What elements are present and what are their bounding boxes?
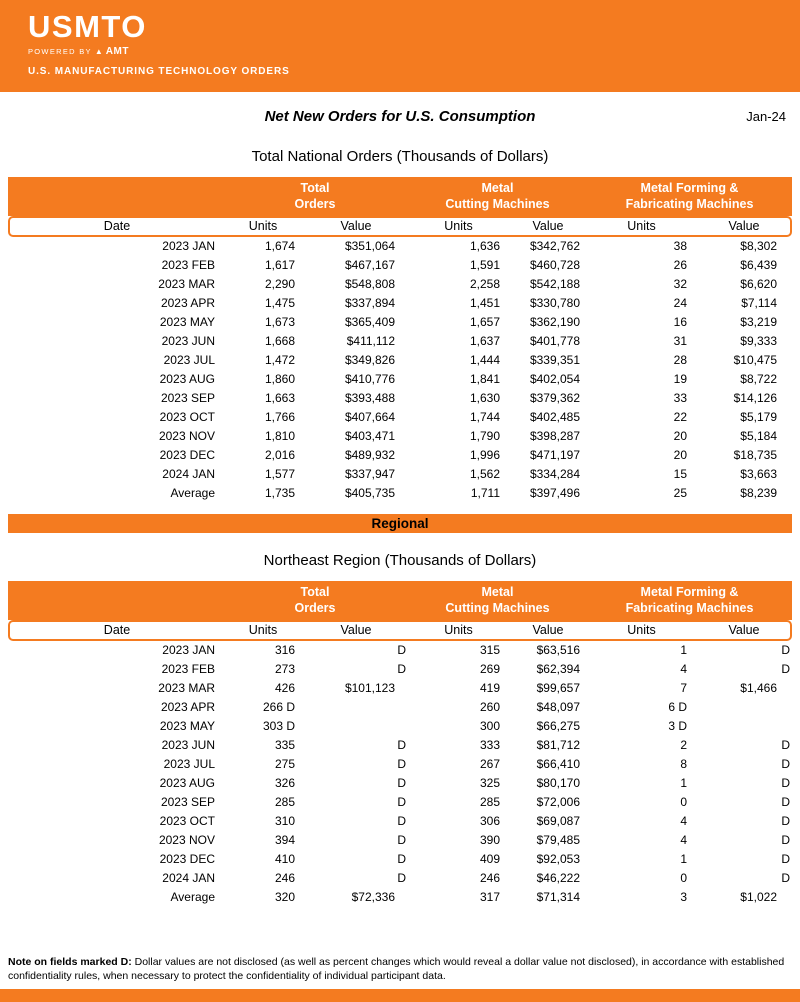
value-cell: 1,472	[264, 353, 295, 367]
value-cell: 285	[274, 795, 295, 809]
value-cell: $79,485	[536, 833, 580, 847]
value-cell: $410,776	[344, 372, 395, 386]
value-cell: 269	[479, 662, 500, 676]
value-cell: 315	[479, 643, 500, 657]
column-header: Value	[532, 623, 564, 637]
value-cell: 1,766	[264, 410, 295, 424]
group-header: Total Orders	[294, 181, 336, 211]
value-cell: $397,496	[529, 486, 580, 500]
value-cell	[300, 717, 408, 736]
usmto-logo: USMTO	[28, 9, 147, 44]
table-row	[8, 698, 792, 717]
value-cell: 16	[673, 315, 687, 329]
value-cell: D	[781, 871, 790, 885]
value-cell: $401,778	[529, 334, 580, 348]
value-cell: 267	[479, 757, 500, 771]
date-cell: 2023 JUL	[163, 353, 215, 367]
table-row	[8, 717, 792, 736]
table-row	[8, 237, 792, 256]
table-row	[8, 465, 792, 484]
value-cell: $10,475	[733, 353, 777, 367]
value-cell: 3	[680, 890, 687, 904]
value-cell: 1,475	[264, 296, 295, 310]
value-cell: $402,054	[529, 372, 580, 386]
value-cell: $8,239	[740, 486, 777, 500]
value-cell: $99,657	[536, 681, 580, 695]
value-cell: 419	[479, 681, 500, 695]
value-cell: D	[397, 871, 406, 885]
table-row	[8, 679, 792, 698]
column-header: Units	[627, 219, 656, 233]
date-cell: 2023 MAR	[158, 681, 215, 695]
value-cell: 1,674	[264, 239, 295, 253]
table-row	[8, 351, 792, 370]
date-cell: 2023 JUN	[161, 738, 215, 752]
value-cell: $8,722	[740, 372, 777, 386]
value-cell: 0	[680, 871, 687, 885]
value-cell: $8,302	[740, 239, 777, 253]
column-header: Value	[532, 219, 564, 233]
value-cell: 1,562	[469, 467, 500, 481]
value-cell: 306	[479, 814, 500, 828]
regional-band: Regional	[8, 514, 792, 533]
date-cell: Average	[170, 486, 215, 500]
value-cell: 1,591	[469, 258, 500, 272]
value-cell: $9,333	[740, 334, 777, 348]
value-cell: 1	[680, 776, 687, 790]
value-cell: 4	[680, 814, 687, 828]
value-cell: $349,826	[344, 353, 395, 367]
disclosure-note-text: Dollar values are not disclosed (as well as percent changes which would reveal a dollar value not disclosed), in accordance with established confidentiality rules, when necessary to protect the confidentiality of individual participant data.	[8, 955, 785, 983]
value-cell: D	[781, 852, 790, 866]
table-row	[8, 275, 792, 294]
date-cell: 2023 AUG	[159, 372, 215, 386]
value-cell: $471,197	[529, 448, 580, 462]
value-cell: 1,790	[469, 429, 500, 443]
value-cell: D	[397, 814, 406, 828]
value-cell: 300	[479, 719, 500, 733]
date-cell: 2023 JAN	[162, 643, 215, 657]
value-cell: 4	[680, 833, 687, 847]
value-cell: 25	[673, 486, 687, 500]
value-cell: D	[397, 852, 406, 866]
value-cell: 26	[673, 258, 687, 272]
table-row	[8, 888, 792, 907]
table-row	[8, 294, 792, 313]
disclosure-note	[8, 955, 792, 984]
value-cell: $467,167	[344, 258, 395, 272]
value-cell: $18,735	[733, 448, 777, 462]
value-cell: 8	[680, 757, 687, 771]
value-cell: 316	[274, 643, 295, 657]
value-cell: $5,184	[740, 429, 777, 443]
value-cell: 3 D	[668, 719, 687, 733]
value-cell: D	[781, 814, 790, 828]
masthead-tagline: U.S. MANUFACTURING TECHNOLOGY ORDERS	[28, 66, 290, 77]
value-cell: $63,516	[536, 643, 580, 657]
value-cell: 1,577	[264, 467, 295, 481]
value-cell: 335	[274, 738, 295, 752]
value-cell: 1,735	[264, 486, 295, 500]
powered-by-label: POWERED BY	[28, 47, 92, 56]
value-cell: D	[781, 738, 790, 752]
value-cell: $3,663	[740, 467, 777, 481]
group-header: Metal Forming & Fabricating Machines	[625, 181, 754, 211]
value-cell: 1,663	[264, 391, 295, 405]
value-cell: 326	[274, 776, 295, 790]
date-cell: 2023 MAY	[159, 719, 215, 733]
column-header: Value	[728, 623, 760, 637]
date-cell: 2024 JAN	[162, 871, 215, 885]
table-row	[8, 427, 792, 446]
national-orders-table	[8, 177, 792, 503]
value-cell: $405,735	[344, 486, 395, 500]
column-header: Value	[728, 219, 760, 233]
value-cell: $71,314	[536, 890, 580, 904]
value-cell: 303 D	[262, 719, 295, 733]
value-cell: 426	[274, 681, 295, 695]
value-cell: $489,932	[344, 448, 395, 462]
value-cell: $393,488	[344, 391, 395, 405]
northeast-section-title: Northeast Region (Thousands of Dollars)	[263, 552, 537, 569]
value-cell: 246	[274, 871, 295, 885]
value-cell: $330,780	[529, 296, 580, 310]
value-cell: $407,664	[344, 410, 395, 424]
value-cell: $1,022	[740, 890, 777, 904]
table-row	[8, 831, 792, 850]
table-row	[8, 869, 792, 888]
column-header: Value	[340, 219, 372, 233]
value-cell: 410	[274, 852, 295, 866]
table-row	[8, 755, 792, 774]
value-cell: 15	[673, 467, 687, 481]
date-cell: 2023 OCT	[159, 814, 215, 828]
value-cell: D	[781, 662, 790, 676]
table-group-header	[8, 177, 792, 216]
value-cell: 33	[673, 391, 687, 405]
table-row	[8, 736, 792, 755]
value-cell: 4	[680, 662, 687, 676]
table-row	[8, 641, 792, 660]
value-cell: 320	[274, 890, 295, 904]
value-cell: D	[781, 757, 790, 771]
value-cell: 275	[274, 757, 295, 771]
value-cell: 246	[479, 871, 500, 885]
value-cell: 38	[673, 239, 687, 253]
date-cell: 2023 FEB	[161, 662, 215, 676]
table-row	[8, 850, 792, 869]
date-cell: 2023 SEP	[160, 391, 215, 405]
value-cell: 2	[680, 738, 687, 752]
value-cell: $403,471	[344, 429, 395, 443]
column-header-row	[8, 216, 792, 237]
value-cell: D	[781, 776, 790, 790]
value-cell	[692, 698, 792, 717]
value-cell: 409	[479, 852, 500, 866]
value-cell: 20	[673, 429, 687, 443]
value-cell: $351,064	[344, 239, 395, 253]
value-cell	[692, 717, 792, 736]
value-cell: 333	[479, 738, 500, 752]
column-header: Units	[627, 623, 656, 637]
value-cell: $62,394	[536, 662, 580, 676]
date-cell: Average	[170, 890, 215, 904]
value-cell: 325	[479, 776, 500, 790]
value-cell: $5,179	[740, 410, 777, 424]
value-cell: 1	[680, 643, 687, 657]
value-cell: $411,112	[346, 334, 395, 348]
value-cell: $80,170	[536, 776, 580, 790]
table-row	[8, 484, 792, 503]
bottom-bar	[0, 989, 800, 1002]
value-cell: $548,808	[344, 277, 395, 291]
value-cell: 1,630	[469, 391, 500, 405]
column-header: Units	[248, 623, 278, 637]
value-cell: 31	[673, 334, 687, 348]
value-cell: 32	[673, 277, 687, 291]
value-cell: D	[397, 757, 406, 771]
date-cell: 2023 JUL	[163, 757, 215, 771]
value-cell: $379,362	[529, 391, 580, 405]
table-row	[8, 446, 792, 465]
value-cell: $48,097	[536, 700, 580, 714]
value-cell: $101,123	[344, 681, 395, 695]
table-group-header	[8, 581, 792, 620]
date-cell: 2023 OCT	[159, 410, 215, 424]
date-cell: 2023 AUG	[159, 776, 215, 790]
value-cell: 1,996	[469, 448, 500, 462]
value-cell: 1,444	[469, 353, 500, 367]
column-header: Date	[103, 219, 131, 233]
value-cell: $337,947	[344, 467, 395, 481]
value-cell: 19	[673, 372, 687, 386]
value-cell: 1,841	[469, 372, 500, 386]
value-cell: $342,762	[529, 239, 580, 253]
date-cell: 2023 MAR	[158, 277, 215, 291]
table-row	[8, 332, 792, 351]
table-row	[8, 408, 792, 427]
title-row	[0, 107, 800, 127]
group-spacer	[8, 180, 222, 212]
value-cell: $398,287	[529, 429, 580, 443]
disclosure-note-lead: Note on fields marked D:	[8, 955, 132, 968]
value-cell: 0	[680, 795, 687, 809]
value-cell: $72,006	[536, 795, 580, 809]
value-cell: 22	[673, 410, 687, 424]
value-cell: 24	[673, 296, 687, 310]
value-cell: $337,894	[344, 296, 395, 310]
value-cell: D	[397, 643, 406, 657]
value-cell: 1,636	[469, 239, 500, 253]
amt-label: AMT	[105, 46, 129, 57]
date-cell: 2023 NOV	[158, 429, 215, 443]
column-header: Units	[444, 623, 473, 637]
value-cell: D	[397, 662, 406, 676]
date-cell: 2023 APR	[160, 296, 215, 310]
value-cell: $1,466	[740, 681, 777, 695]
amt-logo-icon: ▲	[94, 47, 103, 56]
report-title: Net New Orders for U.S. Consumption	[264, 108, 536, 125]
value-cell: 1,668	[264, 334, 295, 348]
value-cell: 310	[274, 814, 295, 828]
value-cell: $72,336	[351, 890, 395, 904]
group-header: Metal Forming & Fabricating Machines	[625, 585, 754, 615]
value-cell: $69,087	[536, 814, 580, 828]
value-cell: $3,219	[740, 315, 777, 329]
value-cell: 20	[673, 448, 687, 462]
value-cell: 7	[680, 681, 687, 695]
table-row	[8, 793, 792, 812]
date-cell: 2023 MAY	[159, 315, 215, 329]
date-cell: 2023 JAN	[162, 239, 215, 253]
value-cell: $6,620	[740, 277, 777, 291]
value-cell: 260	[479, 700, 500, 714]
value-cell: D	[397, 776, 406, 790]
date-cell: 2023 JUN	[161, 334, 215, 348]
value-cell: 1,637	[469, 334, 500, 348]
column-header-row	[8, 620, 792, 641]
group-header: Metal Cutting Machines	[445, 181, 550, 211]
date-cell: 2023 NOV	[158, 833, 215, 847]
value-cell: 317	[479, 890, 500, 904]
value-cell: 1,744	[469, 410, 500, 424]
table-row	[8, 370, 792, 389]
value-cell: D	[781, 795, 790, 809]
value-cell: 28	[673, 353, 687, 367]
date-cell: 2023 FEB	[161, 258, 215, 272]
value-cell: 2,016	[264, 448, 295, 462]
group-header: Total Orders	[294, 585, 336, 615]
masthead	[0, 0, 800, 92]
value-cell: $334,284	[529, 467, 580, 481]
value-cell: D	[781, 833, 790, 847]
date-cell: 2024 JAN	[162, 467, 215, 481]
table-row	[8, 660, 792, 679]
value-cell: D	[397, 833, 406, 847]
date-cell: 2023 DEC	[159, 448, 215, 462]
value-cell: $362,190	[529, 315, 580, 329]
value-cell: $66,275	[536, 719, 580, 733]
value-cell: 2,290	[264, 277, 295, 291]
date-cell: 2023 SEP	[160, 795, 215, 809]
value-cell: D	[397, 795, 406, 809]
value-cell: 266 D	[262, 700, 295, 714]
value-cell: 1,711	[470, 486, 500, 500]
value-cell: $365,409	[344, 315, 395, 329]
column-header: Value	[340, 623, 372, 637]
group-spacer	[8, 584, 222, 616]
value-cell: 1,673	[264, 315, 295, 329]
period-label: Jan-24	[746, 109, 786, 124]
column-header: Date	[103, 623, 131, 637]
value-cell: 1,451	[469, 296, 500, 310]
value-cell: $14,126	[733, 391, 777, 405]
value-cell: 1,860	[264, 372, 295, 386]
national-section-title: Total National Orders (Thousands of Dollars)	[251, 148, 549, 165]
value-cell: 1,810	[264, 429, 295, 443]
value-cell: 6 D	[668, 700, 687, 714]
value-cell: 390	[479, 833, 500, 847]
value-cell: 273	[274, 662, 295, 676]
column-header: Units	[444, 219, 473, 233]
date-cell: 2023 APR	[160, 700, 215, 714]
northeast-orders-table	[8, 581, 792, 907]
value-cell: $81,712	[536, 738, 580, 752]
value-cell: $7,114	[741, 296, 777, 310]
value-cell: $6,439	[740, 258, 777, 272]
date-cell: 2023 DEC	[159, 852, 215, 866]
table-row	[8, 256, 792, 275]
value-cell: $402,485	[529, 410, 580, 424]
group-header: Metal Cutting Machines	[445, 585, 550, 615]
value-cell: D	[781, 643, 790, 657]
value-cell: 1,617	[264, 258, 295, 272]
value-cell	[300, 698, 408, 717]
table-row	[8, 313, 792, 332]
value-cell: $66,410	[536, 757, 580, 771]
value-cell: $460,728	[529, 258, 580, 272]
value-cell: $339,351	[529, 353, 580, 367]
value-cell: $92,053	[536, 852, 580, 866]
powered-by	[28, 46, 800, 57]
value-cell: $46,222	[536, 871, 580, 885]
value-cell: 285	[479, 795, 500, 809]
table-row	[8, 389, 792, 408]
value-cell: D	[397, 738, 406, 752]
value-cell: $542,188	[529, 277, 580, 291]
value-cell: 2,258	[469, 277, 500, 291]
value-cell: 394	[274, 833, 295, 847]
value-cell: 1	[680, 852, 687, 866]
column-header: Units	[248, 219, 278, 233]
table-row	[8, 774, 792, 793]
table-row	[8, 812, 792, 831]
value-cell: 1,657	[469, 315, 500, 329]
